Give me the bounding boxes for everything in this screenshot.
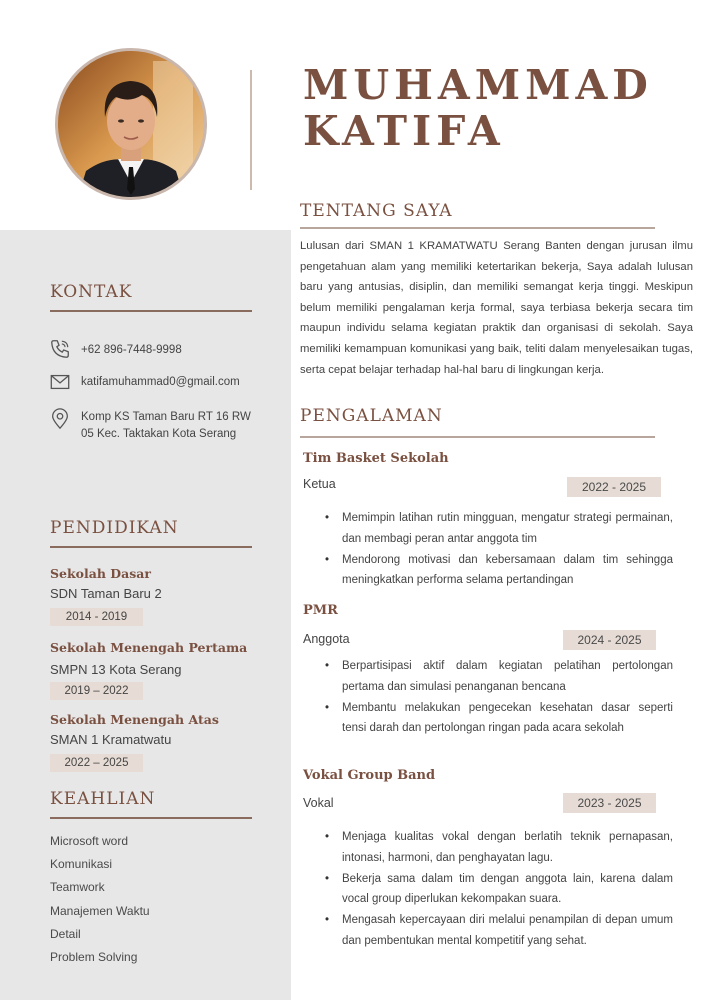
education-school: SMAN 1 Kramatwatu [50, 732, 172, 747]
name-line-2: KATIFA [303, 107, 505, 155]
education-divider [50, 546, 252, 548]
job-years-badge: 2024 - 2025 [563, 630, 656, 650]
education-years: 2022 – 2025 [50, 754, 143, 772]
job-bullet: • Bekerja sama dalam tim dengan anggota lain, karena dalam vocal group diperlukan kekompakan suara. [325, 869, 673, 911]
about-divider [300, 227, 655, 229]
job-role: Vokal [303, 796, 334, 810]
education-level: Sekolah Dasar [50, 566, 151, 581]
skill-item: Manajemen Waktu [50, 904, 150, 918]
skill-item: Microsoft word [50, 834, 129, 848]
job-org: Tim Basket Sekolah [303, 451, 449, 466]
job-years-badge: 2023 - 2025 [563, 793, 656, 813]
location-pin-icon [49, 408, 71, 430]
education-years: 2014 - 2019 [50, 608, 143, 626]
skill-item: Problem Solving [50, 950, 138, 964]
phone-icon [49, 338, 71, 360]
job-bullet: • Mendorong motivasi dan kebersamaan dalam tim sehingga meningkatkan performa selama pertandingan [325, 550, 673, 592]
job-bullet: • Memimpin latihan rutin mingguan, mengatur strategi permainan, dan membagi peran antar anggota tim [325, 508, 673, 550]
name-line-1: MUHAMMAD [303, 61, 653, 109]
profile-photo [55, 48, 207, 200]
job-bullets [325, 827, 673, 952]
job-bullet: • Mengasah kepercayaan diri melalui penampilan di depan umum dan pembentukan mental kompetitif yang sehat. [325, 910, 673, 952]
job-bullet: • Membantu melakukan pengecekan kesehatan dasar seperti tensi darah dan pertolongan ringan pada acara sekolah [325, 698, 673, 740]
education-heading: PENDIDIKAN [50, 518, 179, 538]
header-divider [250, 70, 252, 190]
education-years: 2019 – 2022 [50, 682, 143, 700]
job-role: Anggota [303, 632, 350, 646]
contact-phone: +62 896-7448-9998 [81, 344, 182, 356]
profile-photo-illustration [58, 51, 204, 197]
job-bullets [325, 656, 673, 739]
skill-item: Teamwork [50, 880, 105, 894]
about-text: Lulusan dari SMAN 1 KRAMATWATU Serang Banten dengan jurusan ilmu pengetahuan alam yang memiliki ketertarikan bekerja, Saya adalah lulusan baru yang antusias, disiplin, dan memiliki semangat kerja tinggi. Meskipun belum memiliki pengalaman kerja formal, saya terbiasa bekerja secara tim maupun individu selama kegiatan praktik dan organisasi di sekolah. Saya memiliki kemampuan komunikasi yang baik, teliti dalam menyelesaikan tugas, serta cepat belajar terhadap hal-hal baru di lingkungan kerja. [300, 240, 693, 376]
education-school: SMPN 13 Kota Serang [50, 662, 182, 677]
job-org: Vokal Group Band [303, 768, 436, 783]
skill-item: Komunikasi [50, 857, 113, 871]
contact-email: katifamuhammad0@gmail.com [81, 376, 240, 388]
about-heading: TENTANG SAYA [300, 201, 453, 221]
skills-heading: KEAHLIAN [50, 789, 156, 809]
experience-heading: PENGALAMAN [300, 406, 443, 426]
job-role: Ketua [303, 477, 336, 491]
email-icon [49, 371, 71, 393]
skill-item: Detail [50, 927, 81, 941]
skills-divider [50, 817, 252, 819]
contact-heading: KONTAK [50, 282, 133, 302]
job-bullet: • Berpartisipasi aktif dalam kegiatan pelatihan pertolongan pertama dan simulasi penanganan bencana [325, 656, 673, 698]
job-bullet: • Menjaga kualitas vokal dengan berlatih teknik pernapasan, intonasi, harmoni, dan penghayatan lagu. [325, 827, 673, 869]
experience-divider [300, 436, 655, 438]
education-school: SDN Taman Baru 2 [50, 586, 162, 601]
education-level: Sekolah Menengah Pertama [50, 640, 248, 655]
education-level: Sekolah Menengah Atas [50, 712, 219, 727]
job-org: PMR [303, 603, 338, 618]
candidate-name [303, 62, 653, 154]
contact-address: Komp KS Taman Baru RT 16 RW 05 Kec. Taktakan Kota Serang [81, 411, 251, 440]
job-bullets [325, 508, 673, 591]
job-years-badge: 2022 - 2025 [567, 477, 661, 497]
contact-divider [50, 310, 252, 312]
